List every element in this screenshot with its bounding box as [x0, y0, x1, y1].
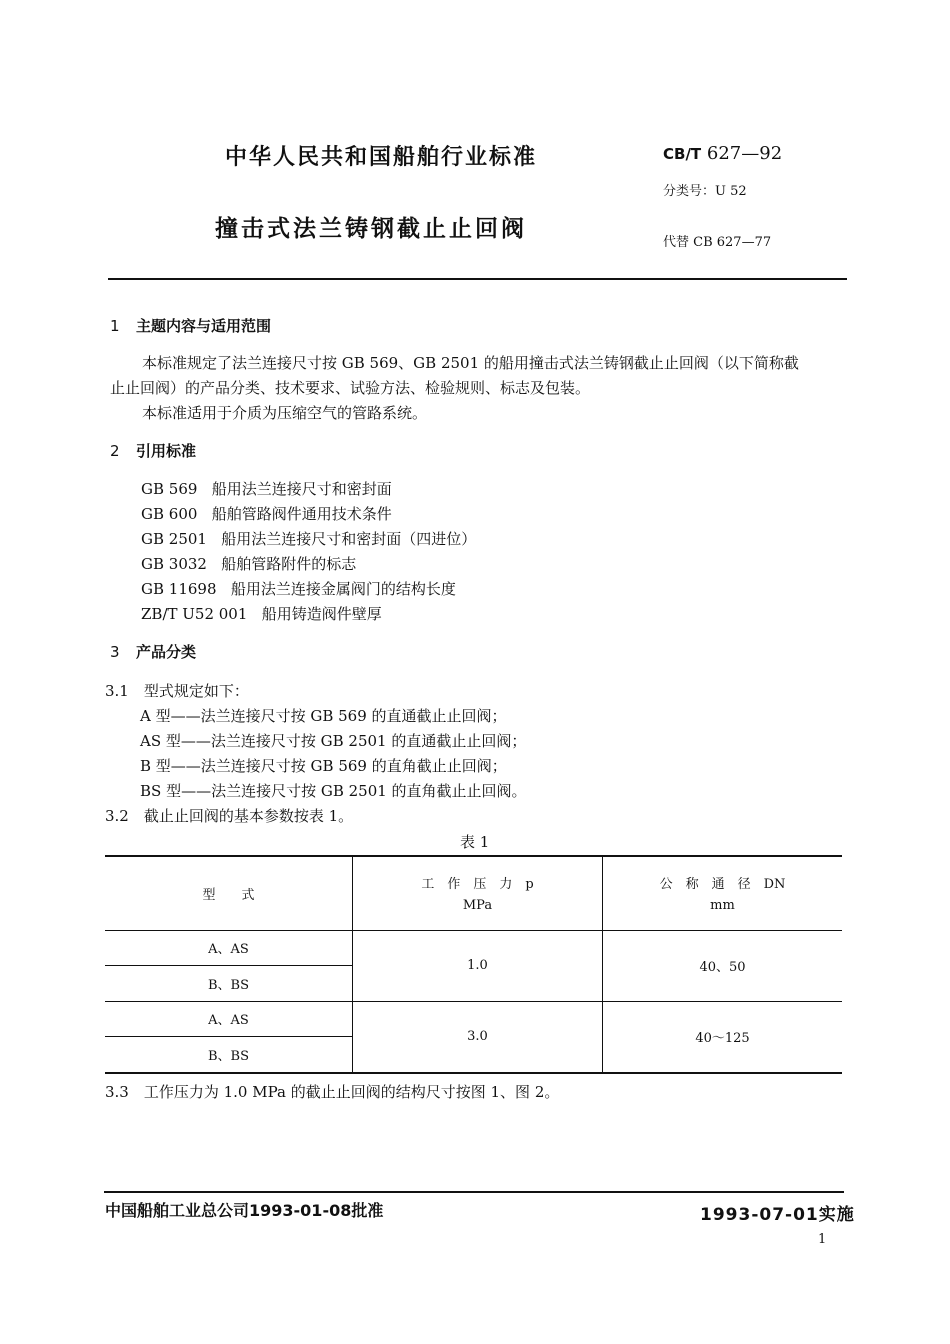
clause-3-2: 3.2 截止止回阀的基本参数按表 1。 — [105, 807, 354, 825]
org-title: 中华人民共和国船舶行业标准 — [225, 145, 538, 170]
type-cell: A、AS — [105, 930, 353, 965]
classification-number: 分类号：U 52 — [663, 184, 747, 199]
type-line: B 型——法兰连接尺寸按 GB 569 的直角截止止回阀； — [140, 757, 507, 775]
diameter-cell: 40、50 — [603, 930, 843, 1001]
section-1-para-1a: 本标准规定了法兰连接尺寸按 GB 569、GB 2501 的船用撞击式法兰铸钢截止止回阀（以下简称截 — [142, 354, 799, 372]
section-3-title: 产品分类 — [136, 643, 197, 661]
section-2-title: 引用标准 — [136, 442, 197, 460]
standard-number: 627—92 — [706, 143, 783, 164]
header-pressure — [353, 856, 603, 930]
reference-code: GB 3032 — [141, 555, 207, 573]
header-diameter-label: 公 称 通 径 DN — [659, 877, 786, 893]
reference-item — [141, 478, 392, 499]
header-pressure-unit: MPa — [462, 898, 493, 914]
reference-name: 船用法兰连接尺寸和密封面 — [211, 480, 392, 498]
section-3-heading — [110, 641, 196, 662]
footer-rule — [104, 1191, 844, 1193]
document-title: 撞击式法兰铸钢截止止回阀 — [215, 216, 527, 242]
parameters-table — [105, 855, 842, 1074]
effective-date: 1993-07-01实施 — [700, 1205, 855, 1225]
reference-code: GB 11698 — [141, 580, 217, 598]
reference-item — [141, 603, 382, 624]
table-caption: 表 1 — [460, 833, 490, 851]
header-pressure-label: 工 作 压 力 p — [421, 877, 534, 893]
approval-line: 中国船舶工业总公司1993-01-08批准 — [105, 1201, 384, 1220]
section-1-heading — [110, 315, 271, 336]
header-type: 型 式 — [105, 856, 353, 930]
pressure-cell: 3.0 — [353, 1001, 603, 1073]
standard-code — [663, 143, 782, 164]
reference-code: GB 600 — [141, 505, 198, 523]
clause-3-3: 3.3 工作压力为 1.0 MPa 的截止止回阀的结构尺寸按图 1、图 2。 — [105, 1083, 560, 1101]
header-diameter — [603, 856, 843, 930]
table-header-row — [105, 856, 842, 930]
reference-name: 船舶管路阀件通用技术条件 — [211, 505, 392, 523]
section-1-para-2: 本标准适用于介质为压缩空气的管路系统。 — [142, 404, 428, 422]
type-line: A 型——法兰连接尺寸按 GB 569 的直通截止止回阀； — [140, 707, 507, 725]
replaces-note: 代替 CB 627—77 — [663, 235, 772, 250]
type-cell: B、BS — [105, 1036, 353, 1073]
section-2-number: 2 — [110, 442, 120, 460]
reference-item — [141, 578, 456, 599]
type-cell: B、BS — [105, 965, 353, 1001]
reference-code: GB 2501 — [141, 530, 207, 548]
standard-prefix: CB/T — [663, 145, 702, 163]
reference-item — [141, 503, 392, 524]
pressure-cell: 1.0 — [353, 930, 603, 1001]
type-line: BS 型——法兰连接尺寸按 GB 2501 的直角截止止回阀。 — [140, 782, 527, 800]
page-number: 1 — [818, 1232, 827, 1247]
reference-name: 船用法兰连接金属阀门的结构长度 — [230, 580, 456, 598]
table-row — [105, 1001, 842, 1036]
reference-item — [141, 553, 356, 574]
header-rule — [108, 278, 847, 280]
type-cell: A、AS — [105, 1001, 353, 1036]
section-1-number: 1 — [110, 317, 120, 335]
section-3-number: 3 — [110, 643, 120, 661]
table-row — [105, 930, 842, 965]
reference-name: 船用铸造阀件壁厚 — [261, 605, 382, 623]
reference-item — [141, 528, 476, 549]
section-1-title: 主题内容与适用范围 — [136, 317, 272, 335]
reference-name: 船舶管路附件的标志 — [221, 555, 357, 573]
section-2-heading — [110, 440, 196, 461]
reference-code: ZB/T U52 001 — [141, 605, 248, 623]
diameter-cell: 40～125 — [603, 1001, 843, 1073]
clause-3-1: 3.1 型式规定如下： — [105, 682, 249, 700]
header-diameter-unit: mm — [710, 898, 735, 914]
reference-name: 船用法兰连接尺寸和密封面（四进位） — [221, 530, 477, 548]
reference-code: GB 569 — [141, 480, 198, 498]
section-1-para-1b: 止止回阀）的产品分类、技术要求、试验方法、检验规则、标志及包装。 — [110, 379, 591, 397]
type-line: AS 型——法兰连接尺寸按 GB 2501 的直通截止止回阀； — [140, 732, 527, 750]
